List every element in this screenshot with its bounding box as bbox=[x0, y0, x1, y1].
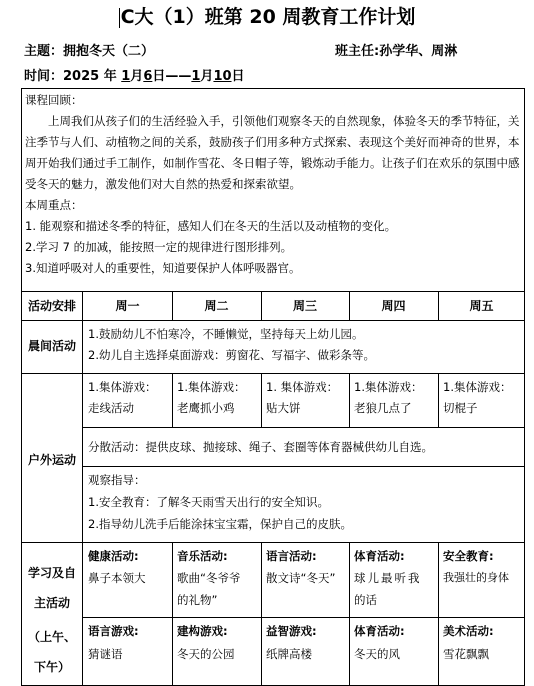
study-topic: 猜谜语 bbox=[88, 647, 123, 661]
study-label-line: 主活动 bbox=[33, 596, 70, 610]
time-prefix: 时间：2025 年 bbox=[24, 69, 117, 84]
start-day: 6 bbox=[143, 69, 153, 84]
focus-heading: 本周重点： bbox=[25, 198, 83, 212]
morning-item: 1.鼓励幼儿不怕寒冷，不睡懒觉，坚持每天上幼儿园。 bbox=[88, 327, 364, 341]
review-body: 上周我们从孩子们的生活经验入手，引领他们观察冬天的自然现象，体验冬天的季节特征，关注季节与人们、动植物之间的关系，鼓励孩子们用多种方式探索、表现这个美好而神奇的世界，本周开始我们通过手工制作，如制作雪花、冬日帽子等，锻炼动手能力。让孩子们在欢乐的氛围中感受冬天的魅力，激发他们对大自然的热爱和探索欲望。 bbox=[25, 114, 520, 191]
guide-item: 1.安全教育：了解冬天雨雪天出行的安全知识。 bbox=[88, 495, 329, 509]
course-review bbox=[25, 90, 522, 279]
outdoor-game-name: 贴大饼 bbox=[266, 401, 301, 415]
study-type: 建构游戏: bbox=[177, 624, 228, 638]
page-title-text: C大（1）班第 20 周教育工作计划 bbox=[120, 6, 416, 28]
outdoor-game-type: 1.集体游戏： bbox=[354, 380, 423, 394]
focus-item: 3.知道呼吸对人的重要性，知道要保护人体呼吸器官。 bbox=[25, 261, 301, 275]
study-label-line: （上午、 bbox=[27, 630, 76, 644]
divider bbox=[172, 291, 173, 321]
study-topic: 我强壮的身体 bbox=[443, 571, 509, 584]
divider bbox=[438, 291, 439, 321]
study-topic-cont: 的话 bbox=[354, 593, 377, 607]
morning-item: 2.幼儿自主选择桌面游戏：剪窗花、写福字、做彩条等。 bbox=[88, 348, 375, 362]
study-topic: 冬天的公园 bbox=[177, 647, 235, 661]
guide-item: 2.指导幼儿洗手后能涂抹宝宝霜，保护自己的皮肤。 bbox=[88, 517, 352, 531]
study-label-line: 学习及自 bbox=[27, 566, 76, 580]
study-type: 益智游戏: bbox=[266, 624, 317, 638]
end-month: 1 bbox=[191, 69, 201, 84]
outdoor-game-name: 老狼几点了 bbox=[354, 401, 412, 415]
study-type: 体育活动: bbox=[354, 549, 405, 563]
header-fri: 周五 bbox=[469, 299, 494, 313]
outdoor-game-type: 1. 集体游戏： bbox=[266, 380, 339, 394]
outdoor-label: 户外运动 bbox=[27, 453, 76, 467]
theme-label: 主题：拥抱冬天（二） bbox=[24, 44, 155, 59]
guide-heading: 观察指导： bbox=[88, 473, 146, 487]
outdoor-game-type: 1.集体游戏： bbox=[88, 380, 157, 394]
header-wed: 周三 bbox=[292, 299, 317, 313]
day-unit-1: 日—— bbox=[152, 69, 192, 84]
teacher-label: 班主任:孙学华、周淋 bbox=[335, 44, 458, 59]
month-unit-1: 月 bbox=[130, 69, 144, 84]
study-type: 音乐活动: bbox=[177, 549, 228, 563]
study-topic: 鼻子本领大 bbox=[88, 571, 146, 585]
study-topic: 纸牌高楼 bbox=[266, 647, 312, 661]
header-tue: 周二 bbox=[204, 299, 229, 313]
page-title bbox=[0, 2, 534, 29]
study-topic: 雪花飘飘 bbox=[443, 647, 489, 661]
outdoor-game-name: 老鹰抓小鸡 bbox=[177, 401, 235, 415]
focus-item: 2.学习 7 的加减，能按照一定的规律进行图形排列。 bbox=[25, 240, 293, 254]
outdoor-game-type: 1.集体游戏： bbox=[443, 380, 512, 394]
study-topic: 歌曲“冬爷爷 bbox=[177, 571, 241, 585]
study-type: 安全教育: bbox=[443, 549, 494, 563]
divider bbox=[261, 291, 262, 321]
study-topic: 散文诗“冬天” bbox=[266, 571, 336, 585]
outdoor-group-text: 分散活动：提供皮球、抛接球、绳子、套圈等体育器械供幼儿自选。 bbox=[88, 440, 433, 454]
study-topic: 冬天的风 bbox=[354, 647, 400, 661]
end-day: 10 bbox=[213, 69, 232, 84]
study-type: 美术活动: bbox=[443, 624, 494, 638]
day-unit-2: 日 bbox=[231, 69, 245, 84]
review-heading: 课程回顾： bbox=[25, 93, 83, 107]
study-type: 体育活动: bbox=[354, 624, 405, 638]
start-month: 1 bbox=[121, 69, 131, 84]
outdoor-game-type: 1.集体游戏： bbox=[177, 380, 246, 394]
study-topic: 球儿最听我 bbox=[354, 571, 422, 585]
study-type: 语言活动: bbox=[266, 549, 317, 563]
study-label-line: 下午） bbox=[33, 660, 70, 674]
month-unit-2: 月 bbox=[200, 69, 214, 84]
focus-item: 1. 能观察和描述冬季的特征，感知人们在冬天的生活以及动植物的变化。 bbox=[25, 219, 397, 233]
study-type: 语言游戏: bbox=[88, 624, 139, 638]
header-mon: 周一 bbox=[115, 299, 140, 313]
outdoor-game-name: 走线活动 bbox=[88, 401, 134, 415]
divider bbox=[349, 291, 350, 321]
outdoor-game-name: 切棍子 bbox=[443, 401, 478, 415]
morning-label: 晨间活动 bbox=[27, 339, 76, 353]
header-activity: 活动安排 bbox=[27, 299, 76, 313]
study-topic-cont: 的礼物” bbox=[177, 593, 218, 607]
text-cursor bbox=[119, 8, 120, 28]
study-type: 健康活动: bbox=[88, 549, 139, 563]
time-line bbox=[24, 65, 245, 84]
header-thu: 周四 bbox=[381, 299, 406, 313]
